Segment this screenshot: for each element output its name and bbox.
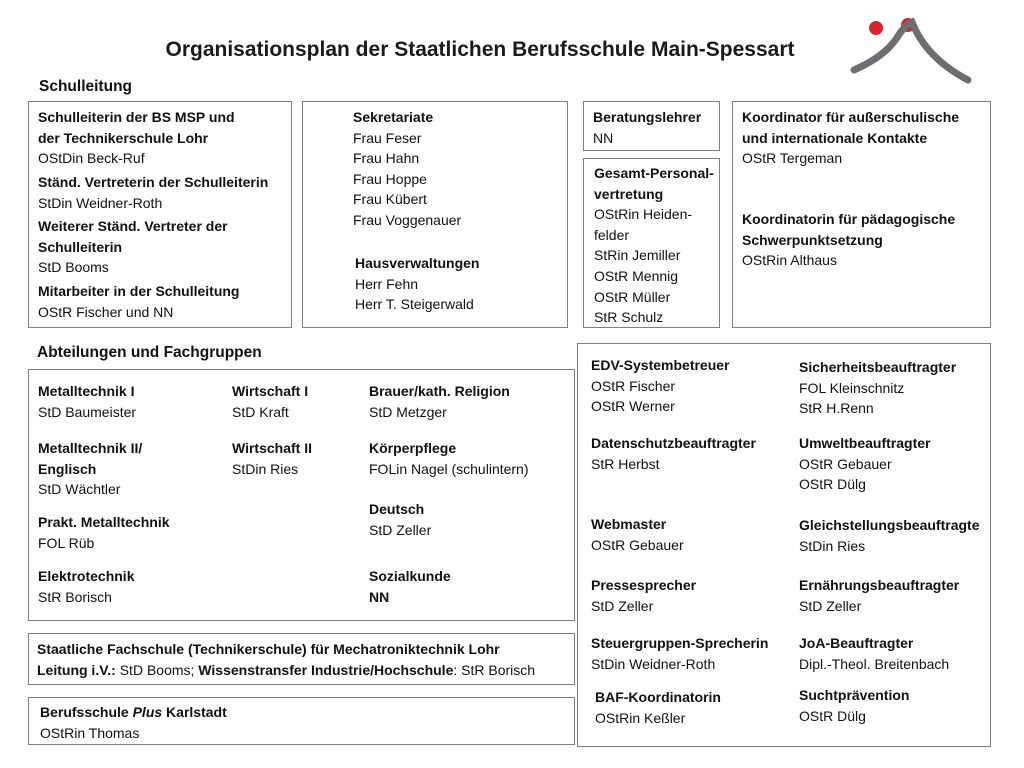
- person-name: Frau Voggenauer: [353, 211, 462, 228]
- department-label: Brauer/kath. Religion: [369, 383, 510, 399]
- person-name: Frau Hahn: [353, 150, 420, 167]
- role-label: und internationale Kontakte: [742, 129, 928, 146]
- abteilungen-box: [28, 369, 575, 621]
- role-label: Datenschutzbeauftragter: [591, 435, 756, 451]
- person-name: OStRin Heiden-: [594, 206, 693, 223]
- person-name: NN: [369, 588, 390, 605]
- role-label: EDV-Systembetreuer: [591, 357, 730, 373]
- role-label: Schwerpunktsetzung: [742, 231, 883, 248]
- department-label: Wirtschaft I: [232, 383, 309, 399]
- person-name: StR Borisch: [38, 588, 112, 605]
- role-label: Sicherheitsbeauftragter: [799, 359, 957, 375]
- berufsschule-plus-box: [28, 697, 575, 745]
- person-name: StD Zeller: [591, 597, 654, 614]
- person-name: OStR Dülg: [799, 707, 866, 724]
- person-name: OStR Tergeman: [742, 150, 843, 167]
- person-name: Herr Fehn: [355, 275, 419, 292]
- person-name: OStR Müller: [594, 288, 671, 305]
- role-label: Suchtprävention: [799, 687, 910, 703]
- section-heading-abteilungen: Abteilungen und Fachgruppen: [37, 344, 262, 361]
- role-label: der Technikerschule Lohr: [38, 129, 209, 146]
- person-name: FOLin Nagel (schulintern): [369, 460, 529, 477]
- institution-label: Karlstadt: [162, 704, 227, 720]
- person-name: StD Booms;: [115, 661, 199, 678]
- role-label: Webmaster: [591, 516, 667, 532]
- person-name: StDin Ries: [232, 460, 299, 477]
- fachschule-box: [28, 633, 575, 685]
- person-name: OStDin Beck-Ruf: [38, 150, 145, 167]
- person-name: NN: [593, 129, 614, 146]
- role-label: JoA-Beauftragter: [799, 635, 914, 651]
- department-label: Elektrotechnik: [38, 568, 135, 584]
- role-label: Hausverwaltungen: [355, 255, 480, 271]
- role-label: Ernährungsbeauftragter: [799, 577, 960, 593]
- person-name: OStR Fischer: [591, 377, 676, 394]
- sekretariat-box: [302, 101, 568, 328]
- role-label: Leitung i.V.:: [37, 661, 116, 678]
- person-name: Dipl.-Theol. Breitenbach: [799, 655, 950, 672]
- person-name: OStR Werner: [591, 398, 675, 415]
- department-label: Wirtschaft II: [232, 440, 312, 456]
- person-name: StD Baumeister: [38, 403, 137, 420]
- role-label: Koordinatorin für pädagogische: [742, 211, 956, 227]
- beauftragte-box: [577, 343, 991, 747]
- person-name: StDin Ries: [799, 537, 866, 554]
- person-name: StD Wächtler: [38, 481, 121, 498]
- institution-label: Plus: [132, 704, 163, 720]
- department-label: Prakt. Metalltechnik: [38, 514, 170, 530]
- person-name: OStRin Thomas: [40, 724, 140, 741]
- role-label: Pressesprecher: [591, 577, 697, 593]
- personalvertretung-box: [583, 158, 720, 328]
- person-name: StRin Jemiller: [594, 247, 681, 264]
- person-name: OStR Dülg: [799, 476, 866, 493]
- institution-label: Staatliche Fachschule (Technikerschule) für Mechatroniktechnik Lohr: [37, 641, 500, 657]
- role-label: Sekretariate: [353, 109, 434, 125]
- role-label: Wissenstransfer Industrie/Hochschule: [198, 661, 454, 678]
- institution-label: Berufsschule: [40, 704, 133, 720]
- person-name: Frau Kübert: [353, 191, 427, 208]
- person-name: StR Herbst: [591, 455, 660, 472]
- person-name: StR Schulz: [594, 309, 664, 326]
- role-label: Mitarbeiter in der Schulleitung: [38, 283, 240, 299]
- person-name: : StR Borisch: [453, 661, 536, 678]
- person-name: OStRin Keßler: [595, 709, 686, 726]
- person-name: OStR Gebauer: [799, 455, 892, 472]
- person-name: felder: [594, 226, 630, 243]
- person-name: StD Metzger: [369, 403, 447, 420]
- person-name: Frau Feser: [353, 129, 422, 146]
- person-name: StR H.Renn: [799, 400, 874, 417]
- person-name: OStR Fischer und NN: [38, 303, 174, 320]
- schulleitung-box: [28, 101, 292, 328]
- department-label: Englisch: [38, 460, 97, 477]
- person-name: StDin Weidner-Roth: [591, 655, 716, 672]
- role-label: BAF-Koordinatorin: [595, 689, 721, 705]
- person-name: FOL Rüb: [38, 534, 95, 551]
- section-heading-schulleitung: Schulleitung: [39, 78, 132, 95]
- role-label: Weiterer Ständ. Vertreter der: [38, 218, 228, 234]
- role-label: Gesamt-Personal-: [594, 165, 714, 181]
- person-name: OStR Mennig: [594, 267, 679, 284]
- koordinator-box: [732, 101, 991, 328]
- role-label: Gleichstellungsbeauftragte: [799, 517, 980, 533]
- department-label: Sozialkunde: [369, 568, 451, 584]
- person-name: StD Kraft: [232, 403, 289, 420]
- school-logo-icon: [846, 8, 976, 88]
- role-label: Umweltbeauftragter: [799, 435, 931, 451]
- person-name: Herr T. Steigerwald: [355, 296, 474, 313]
- person-name: StDin Weidner-Roth: [38, 194, 163, 211]
- department-label: Deutsch: [369, 501, 425, 517]
- role-label: vertretung: [594, 185, 664, 202]
- role-label: Steuergruppen-Sprecherin: [591, 635, 769, 651]
- beratungslehrer-box: [583, 101, 720, 151]
- role-label: Koordinator für außerschulische: [742, 109, 960, 125]
- page-title: Organisationsplan der Staatlichen Berufsschule Main-Spessart: [165, 38, 795, 61]
- person-name: OStRin Althaus: [742, 252, 837, 269]
- department-label: Körperpflege: [369, 440, 457, 456]
- department-label: Metalltechnik I: [38, 383, 135, 399]
- person-name: StD Zeller: [799, 597, 862, 614]
- role-label: Ständ. Vertreterin der Schulleiterin: [38, 174, 269, 190]
- person-name: StD Zeller: [369, 521, 432, 538]
- person-name: StD Booms: [38, 259, 109, 276]
- role-label: Beratungslehrer: [593, 109, 702, 125]
- person-name: FOL Kleinschnitz: [799, 379, 905, 396]
- person-name: OStR Gebauer: [591, 536, 684, 553]
- person-name: Frau Hoppe: [353, 170, 427, 187]
- department-label: Metalltechnik II/: [38, 440, 143, 456]
- role-label: Schulleiterin: [38, 238, 123, 255]
- role-label: Schulleiterin der BS MSP und: [38, 109, 235, 125]
